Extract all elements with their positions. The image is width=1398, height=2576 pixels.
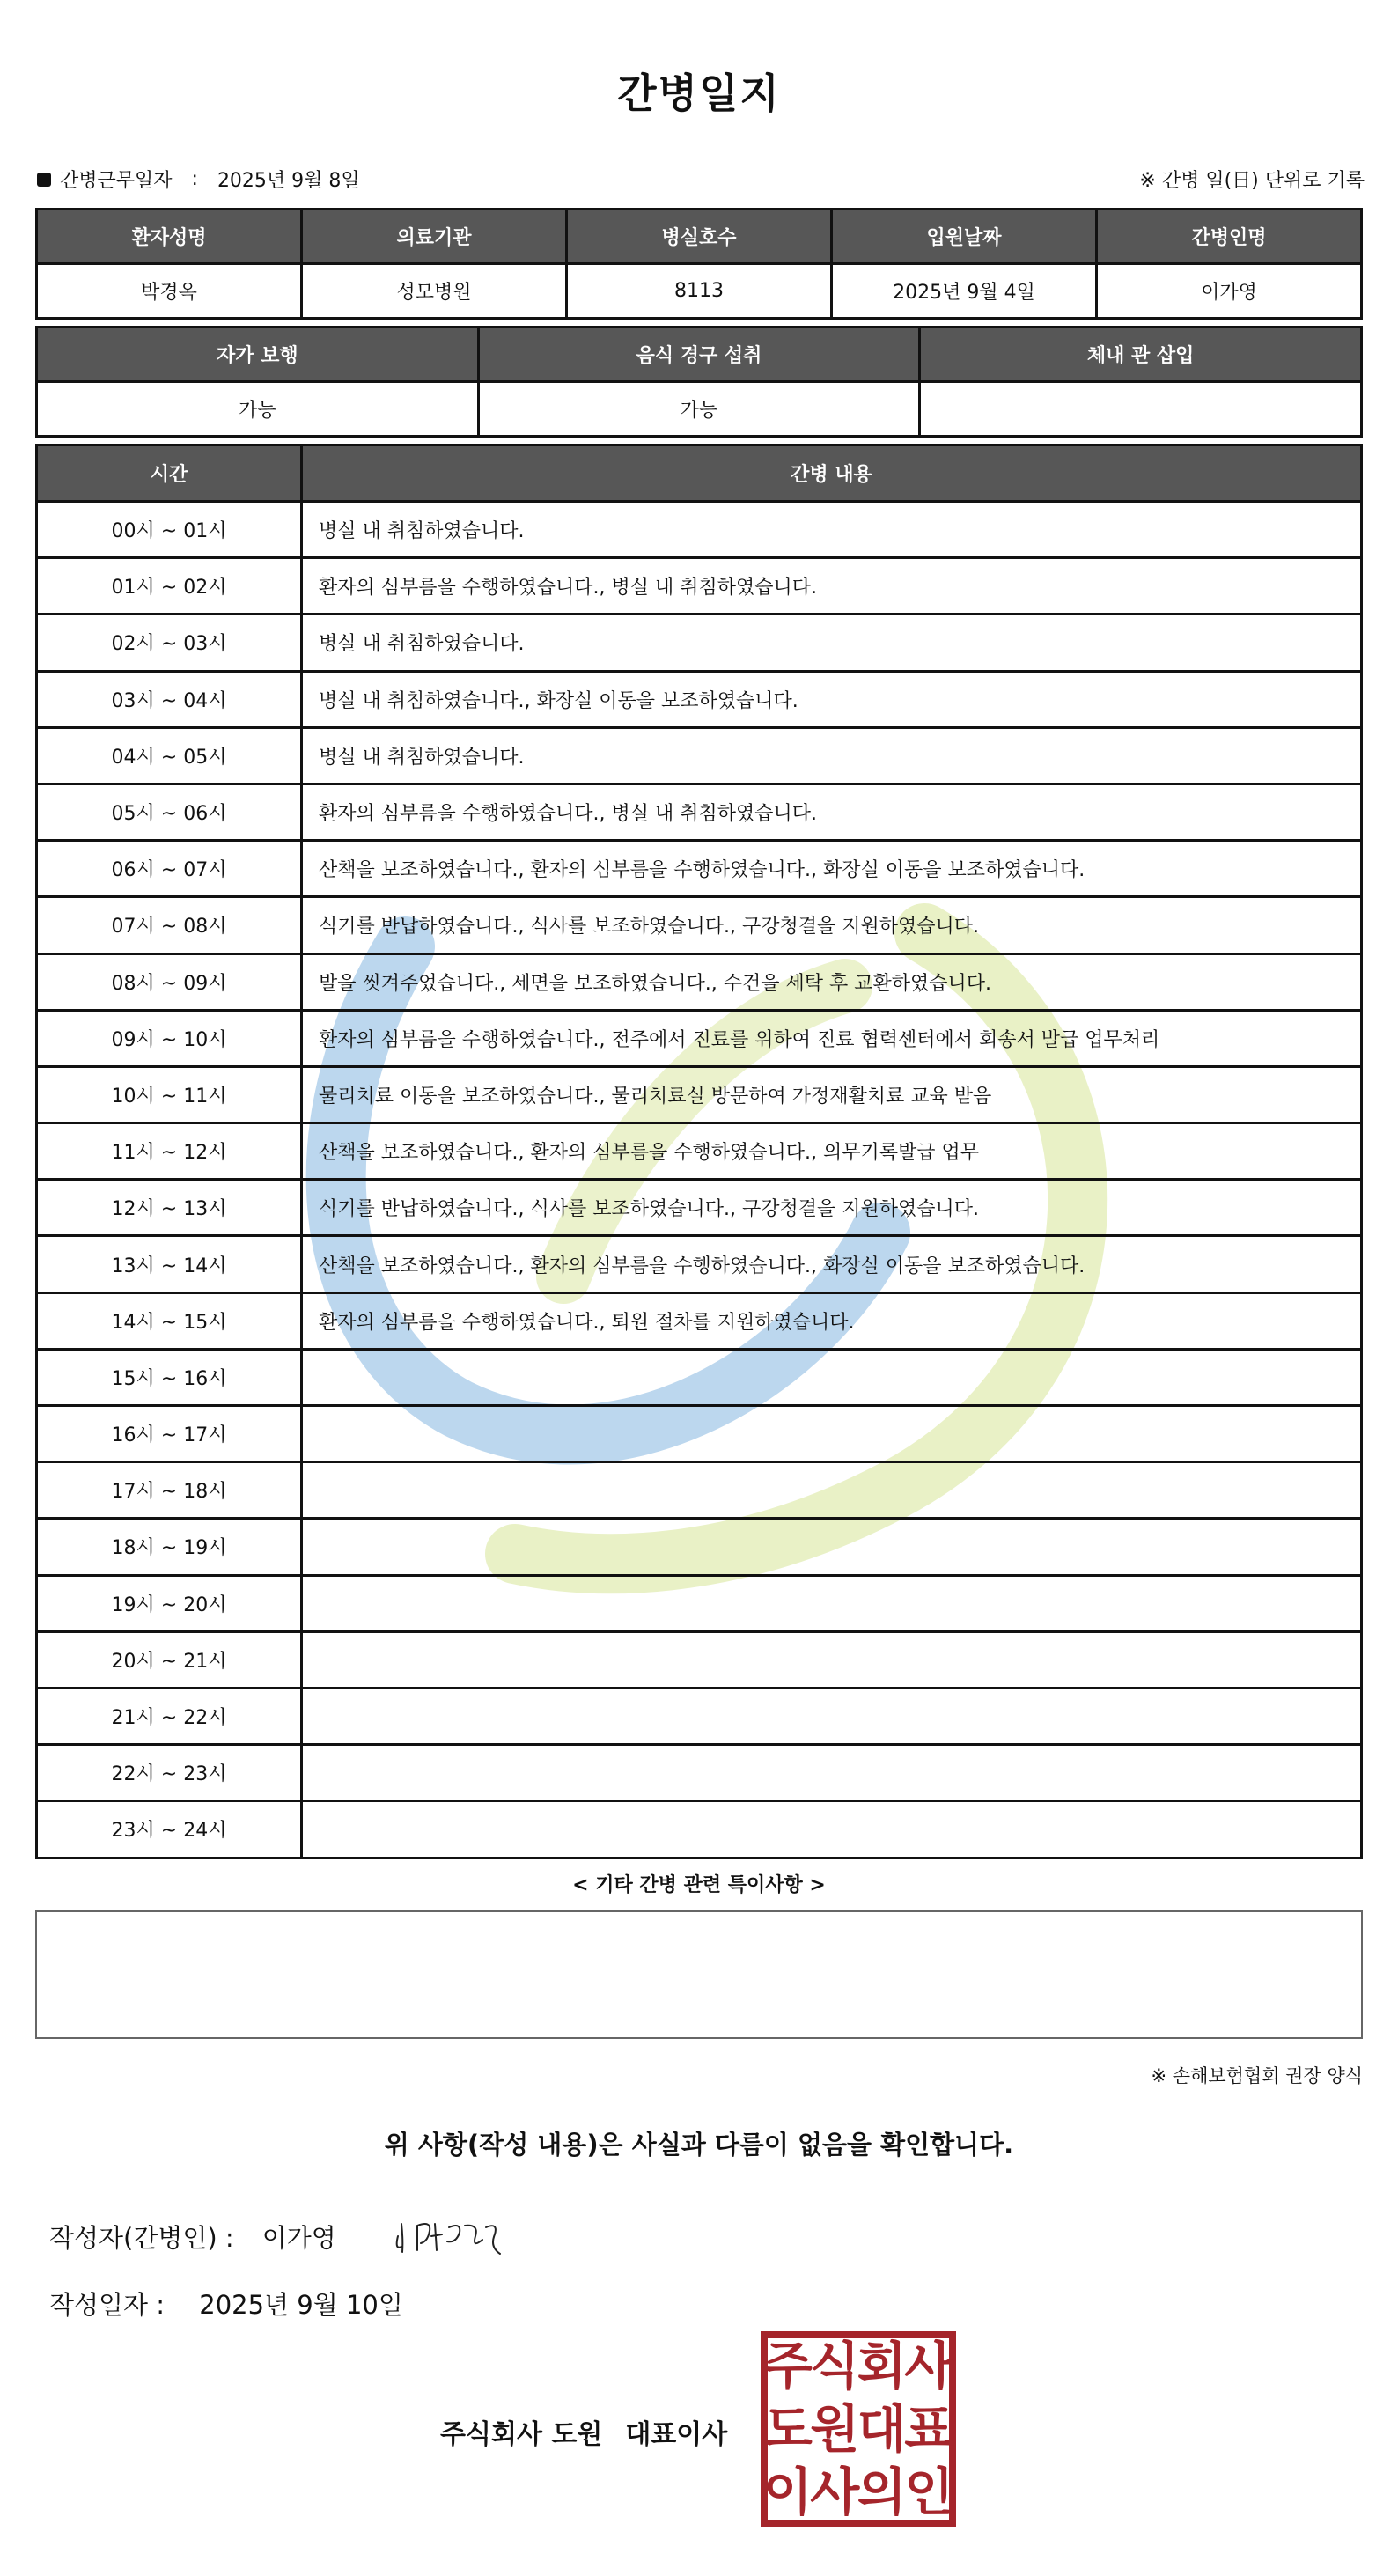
notes-title: < 기타 간병 관련 특이사항 > — [572, 1874, 826, 1896]
log-time: 19시 ~ 20시 — [37, 1575, 302, 1631]
log-time: 16시 ~ 17시 — [37, 1406, 302, 1462]
self-walking-value: 가능 — [37, 382, 479, 437]
seal-glyph: 사 — [904, 2336, 954, 2396]
log-content: 물리치료 이동을 보조하였습니다., 물리치료실 방문하여 가정재활치료 교육 받음 — [302, 1066, 1362, 1122]
header-time: 시간 — [37, 445, 302, 502]
log-time: 12시 ~ 13시 — [37, 1180, 302, 1236]
log-row — [37, 1349, 1362, 1405]
log-content — [302, 1745, 1362, 1801]
header-caregiver-name: 간병인명 — [1097, 210, 1362, 264]
log-time: 11시 ~ 12시 — [37, 1123, 302, 1180]
patient-info-header-row — [37, 210, 1362, 264]
handwritten-signature — [391, 2201, 541, 2263]
log-row — [37, 502, 1362, 558]
log-content: 병실 내 취침하였습니다., 화장실 이동을 보조하였습니다. — [302, 671, 1362, 727]
page-title: 간병일지 — [617, 70, 781, 117]
log-row — [37, 1123, 1362, 1180]
log-content — [302, 1575, 1362, 1631]
log-content: 환자의 심부름을 수행하였습니다., 전주에서 진료를 위하여 진료 협력센터에서 회송서 발급 업무처리 — [302, 1010, 1362, 1066]
oral-intake-value: 가능 — [478, 382, 920, 437]
log-content: 환자의 심부름을 수행하였습니다., 병실 내 취침하였습니다. — [302, 558, 1362, 615]
log-row — [37, 897, 1362, 953]
log-content — [302, 1801, 1362, 1858]
log-time: 01시 ~ 02시 — [37, 558, 302, 615]
header-patient-name: 환자성명 — [37, 210, 302, 264]
log-content: 산책을 보조하였습니다., 환자의 심부름을 수행하였습니다., 의무기록발급 업무 — [302, 1123, 1362, 1180]
seal-glyph: 대 — [857, 2398, 907, 2459]
log-time: 07시 ~ 08시 — [37, 897, 302, 953]
log-time: 10시 ~ 11시 — [37, 1066, 302, 1122]
log-time: 04시 ~ 05시 — [37, 727, 302, 784]
log-time: 23시 ~ 24시 — [37, 1801, 302, 1858]
writer-line — [49, 2219, 336, 2255]
caregiver-name: 이가영 — [1097, 264, 1362, 319]
representative-title: 대표이사 — [625, 2419, 728, 2450]
written-date-line — [49, 2285, 403, 2322]
writer-name: 이가영 — [261, 2223, 336, 2253]
patient-info-value-row — [37, 264, 1362, 319]
patient-status-table — [35, 326, 1363, 438]
log-content: 발을 씻겨주었습니다., 세면을 보조하였습니다., 수건을 세탁 후 교환하였습니다. — [302, 953, 1362, 1010]
log-row — [37, 1406, 1362, 1462]
room-number: 8113 — [567, 264, 832, 319]
log-row — [37, 1575, 1362, 1631]
status-header-row — [37, 328, 1362, 382]
work-date-separator: : — [191, 168, 198, 190]
log-time: 21시 ~ 22시 — [37, 1688, 302, 1744]
log-content: 식기를 반납하였습니다., 식사를 보조하였습니다., 구강청결을 지원하였습니다. — [302, 1180, 1362, 1236]
seal-glyph: 인 — [904, 2462, 954, 2522]
log-time: 14시 ~ 15시 — [37, 1292, 302, 1349]
log-time: 00시 ~ 01시 — [37, 502, 302, 558]
log-content: 환자의 심부름을 수행하였습니다., 병실 내 취침하였습니다. — [302, 784, 1362, 840]
seal-glyph: 의 — [857, 2462, 907, 2522]
log-row — [37, 1292, 1362, 1349]
header-care-content: 간병 내용 — [302, 445, 1362, 502]
log-content: 산책을 보조하였습니다., 환자의 심부름을 수행하였습니다., 화장실 이동을 보조하였습니다. — [302, 1236, 1362, 1292]
log-content: 식기를 반납하였습니다., 식사를 보조하였습니다., 구강청결을 지원하였습니다. — [302, 897, 1362, 953]
work-date-line — [37, 166, 360, 193]
log-row — [37, 1801, 1362, 1858]
log-row — [37, 1180, 1362, 1236]
bullet-square-icon — [37, 173, 51, 187]
seal-glyph: 도 — [762, 2398, 813, 2459]
log-time: 02시 ~ 03시 — [37, 615, 302, 671]
hourly-care-log-table — [35, 444, 1363, 1859]
written-date-value: 2025년 9월 10일 — [199, 2290, 403, 2320]
log-time: 18시 ~ 19시 — [37, 1519, 302, 1575]
status-value-row — [37, 382, 1362, 437]
unit-note: ※ 간병 일(日) 단위로 기록 — [1139, 170, 1365, 192]
log-content — [302, 1406, 1362, 1462]
seal-glyph: 원 — [810, 2398, 860, 2459]
seal-glyph: 이 — [762, 2462, 813, 2522]
tube-insertion-value — [920, 382, 1362, 437]
log-time: 20시 ~ 21시 — [37, 1631, 302, 1688]
seal-glyph: 회 — [857, 2336, 907, 2396]
log-time: 03시 ~ 04시 — [37, 671, 302, 727]
seal-glyph: 식 — [810, 2336, 860, 2396]
log-row — [37, 953, 1362, 1010]
seal-glyph: 사 — [810, 2462, 860, 2522]
company-seal-stamp — [759, 2329, 958, 2528]
header-oral-intake: 음식 경구 섭취 — [478, 328, 920, 382]
work-date-label: 간병근무일자 — [60, 170, 173, 192]
header-hospital: 의료기관 — [302, 210, 567, 264]
log-header-row — [37, 445, 1362, 502]
log-row — [37, 841, 1362, 897]
log-row — [37, 1688, 1362, 1744]
log-time: 17시 ~ 18시 — [37, 1462, 302, 1519]
hospital-name: 성모병원 — [302, 264, 567, 319]
log-row — [37, 558, 1362, 615]
header-tube-insertion: 체내 관 삽입 — [920, 328, 1362, 382]
written-date-label: 작성일자 : — [49, 2290, 166, 2320]
log-content — [302, 1349, 1362, 1405]
notes-box — [35, 1910, 1363, 2039]
work-date-value: 2025년 9월 8일 — [217, 170, 360, 192]
log-row — [37, 1745, 1362, 1801]
log-time: 09시 ~ 10시 — [37, 1010, 302, 1066]
patient-info-table — [35, 208, 1363, 320]
log-content — [302, 1631, 1362, 1688]
log-content — [302, 1688, 1362, 1744]
log-time: 15시 ~ 16시 — [37, 1349, 302, 1405]
log-content — [302, 1519, 1362, 1575]
log-row — [37, 1462, 1362, 1519]
header-self-walking: 자가 보행 — [37, 328, 479, 382]
log-row — [37, 727, 1362, 784]
confirmation-statement: 위 사항(작성 내용)은 사실과 다름이 없음을 확인합니다. — [384, 2130, 1014, 2160]
header-admission-date: 입원날짜 — [832, 210, 1097, 264]
log-content: 산책을 보조하였습니다., 환자의 심부름을 수행하였습니다., 화장실 이동을 보조하였습니다. — [302, 841, 1362, 897]
log-row — [37, 1010, 1362, 1066]
log-row — [37, 1236, 1362, 1292]
log-row — [37, 784, 1362, 840]
log-content: 병실 내 취침하였습니다. — [302, 727, 1362, 784]
writer-label: 작성자(간병인) : — [49, 2223, 234, 2253]
header-room-number: 병실호수 — [567, 210, 832, 264]
form-source-note: ※ 손해보험협회 권장 양식 — [1151, 2065, 1363, 2087]
log-time: 08시 ~ 09시 — [37, 953, 302, 1010]
log-time: 05시 ~ 06시 — [37, 784, 302, 840]
seal-glyph: 주 — [762, 2336, 813, 2396]
log-row — [37, 1519, 1362, 1575]
log-time: 06시 ~ 07시 — [37, 841, 302, 897]
company-name: 주식회사 도원 — [440, 2419, 603, 2450]
seal-glyph: 표 — [904, 2398, 954, 2459]
log-row — [37, 615, 1362, 671]
log-content: 병실 내 취침하였습니다. — [302, 502, 1362, 558]
log-content — [302, 1462, 1362, 1519]
admission-date: 2025년 9월 4일 — [832, 264, 1097, 319]
log-row — [37, 1631, 1362, 1688]
log-time: 13시 ~ 14시 — [37, 1236, 302, 1292]
log-time: 22시 ~ 23시 — [37, 1745, 302, 1801]
log-content: 환자의 심부름을 수행하였습니다., 퇴원 절차를 지원하였습니다. — [302, 1292, 1362, 1349]
log-row — [37, 1066, 1362, 1122]
log-content: 병실 내 취침하였습니다. — [302, 615, 1362, 671]
company-line — [440, 2412, 727, 2451]
patient-name: 박경옥 — [37, 264, 302, 319]
log-row — [37, 671, 1362, 727]
